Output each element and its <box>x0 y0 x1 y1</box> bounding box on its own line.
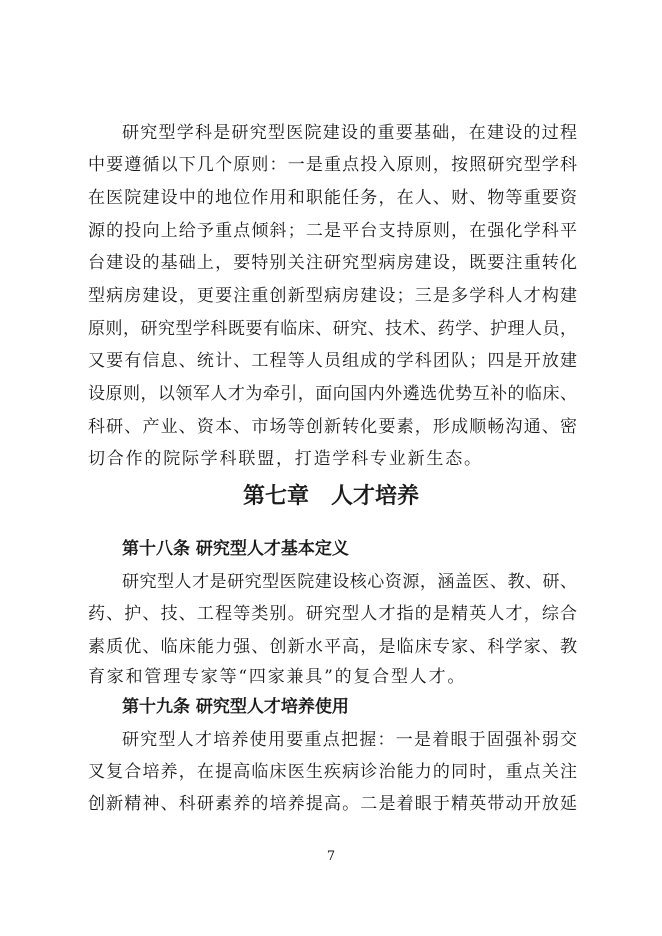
article-18-title: 第十八条 研究型人才基本定义 <box>122 539 349 559</box>
text-line: 素质优、临床能力强、创新水平高，是临床专家、科学家、教 <box>88 637 577 657</box>
text-line: 在医院建设中的地位作用和职能任务，在人、财、物等重要资 <box>88 188 577 208</box>
text-line: 科研、产业、资本、市场等创新转化要素，形成顺畅沟通、密 <box>88 417 577 437</box>
article-19-title: 第十九条 研究型人才培养使用 <box>122 697 349 717</box>
text-line: 药、护、技、工程等类别。研究型人才指的是精英人才，综合 <box>88 604 577 624</box>
text-line: 设原则，以领军人才为牵引，面向国内外遴选优势互补的临床、 <box>88 384 577 404</box>
text-line: 创新精神、科研素养的培养提高。二是着眼于精英带动开放延 <box>88 794 577 814</box>
text-line: 又要有信息、统计、工程等人员组成的学科团队；四是开放建 <box>88 351 577 371</box>
text-line: 育家和管理专家等“四家兼具”的复合型人才。 <box>88 667 467 687</box>
text-line: 叉复合培养，在提高临床医生疾病诊治能力的同时，重点关注 <box>88 762 577 782</box>
text-line: 切合作的院际学科联盟，打造学科专业新生态。 <box>88 449 483 469</box>
text-line: 型病房建设，更要注重创新型病房建设；三是多学科人才构建 <box>88 286 577 306</box>
text-line: 原则，研究型学科既要有临床、研究、技术、药学、护理人员， <box>88 319 577 339</box>
text-line: 研究型人才是研究型医院建设核心资源，涵盖医、教、研、 <box>122 572 577 592</box>
text-line: 研究型人才培养使用要重点把握：一是着眼于固强补弱交 <box>122 730 577 750</box>
chapter-title: 第七章 人才培养 <box>242 484 419 509</box>
text-line: 台建设的基础上，要特别关注研究型病房建设，既要注重转化 <box>88 253 577 273</box>
text-line: 研究型学科是研究型医院建设的重要基础，在建设的过程 <box>122 123 577 143</box>
text-line: 中要遵循以下几个原则：一是重点投入原则，按照研究型学科 <box>88 155 577 175</box>
page-number: 7 <box>326 849 336 864</box>
text-line: 源的投向上给予重点倾斜；二是平台支持原则，在强化学科平 <box>88 221 577 241</box>
